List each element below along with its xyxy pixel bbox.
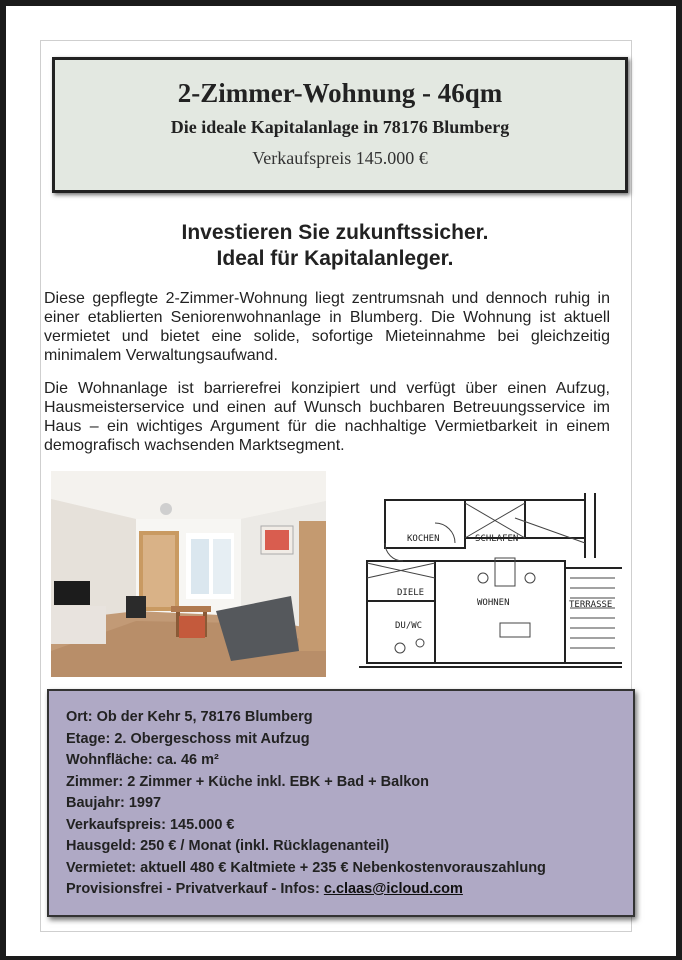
price-line: Verkaufspreis 145.000 € xyxy=(252,148,428,168)
description-paragraph-2: Die Wohnanlage ist barrierefrei konzipiert und verfügt über einen Aufzug, Hausmeisterservice und einen auf Wunsch buchbaren Betreuungsservice im Haus – ein wichtiges Argument für die nachhaltige Vermietbarkeit in einem demografisch wachsenden Marktsegment. xyxy=(44,380,610,454)
floor-plan-drawing xyxy=(355,483,622,673)
room-label-kitchen: KOCHEN xyxy=(407,534,440,544)
living-room-illustration xyxy=(51,471,326,677)
living-room-photo xyxy=(51,471,326,677)
detail-rented: Vermietet: aktuell 480 € Kaltmiete + 235 € Nebenkostenvorauszahlung xyxy=(66,859,546,876)
detail-year: Baujahr: 1997 xyxy=(66,795,162,811)
detail-price: Verkaufspreis: 145.000 € xyxy=(66,816,235,833)
detail-rooms: Zimmer: 2 Zimmer + Küche inkl. EBK + Bad + Balkon xyxy=(66,773,430,790)
details-list xyxy=(66,707,546,901)
floor-plan xyxy=(355,483,622,673)
detail-floor: Etage: 2. Obergeschoss mit Aufzug xyxy=(66,730,310,747)
title-box xyxy=(52,57,628,193)
room-label-living: WOHNEN xyxy=(477,598,510,608)
description-paragraph-1: Diese gepflegte 2-Zimmer-Wohnung liegt zentrumsnah und dennoch ruhig in einer etablierten Seniorenwohnanlage in Blumberg. Die Wohnung ist aktuell vermietet und bietet eine solide, sofortige Mieteinnahme bei gleichzeitig minimalem Verwaltungsaufwand. xyxy=(44,290,610,364)
page-subtitle: Die ideale Kapitalanlage in 78176 Blumberg xyxy=(170,117,510,137)
contact-prefix: Provisionsfrei - Privatverkauf - Infos: xyxy=(66,881,324,897)
headline-line-2: Ideal für Kapitalanleger. xyxy=(216,247,454,270)
headline-line-1: Investieren Sie zukunftssicher. xyxy=(181,221,489,244)
room-label-bath: DU/WC xyxy=(395,621,423,631)
email-link[interactable]: c.claas@icloud.com xyxy=(323,881,463,897)
room-label-terrace: TERRASSE xyxy=(569,600,613,610)
detail-contact xyxy=(66,879,546,901)
page-title: 2-Zimmer-Wohnung - 46qm xyxy=(177,78,503,108)
detail-area: Wohnfläche: ca. 46 m² xyxy=(66,752,219,768)
room-label-bedroom: SCHLAFEN xyxy=(475,534,519,544)
details-box xyxy=(47,689,635,917)
detail-location: Ort: Ob der Kehr 5, 78176 Blumberg xyxy=(66,709,313,725)
room-label-hall: DIELE xyxy=(397,588,425,598)
detail-hausgeld: Hausgeld: 250 € / Monat (inkl. Rücklagenanteil) xyxy=(66,838,390,854)
